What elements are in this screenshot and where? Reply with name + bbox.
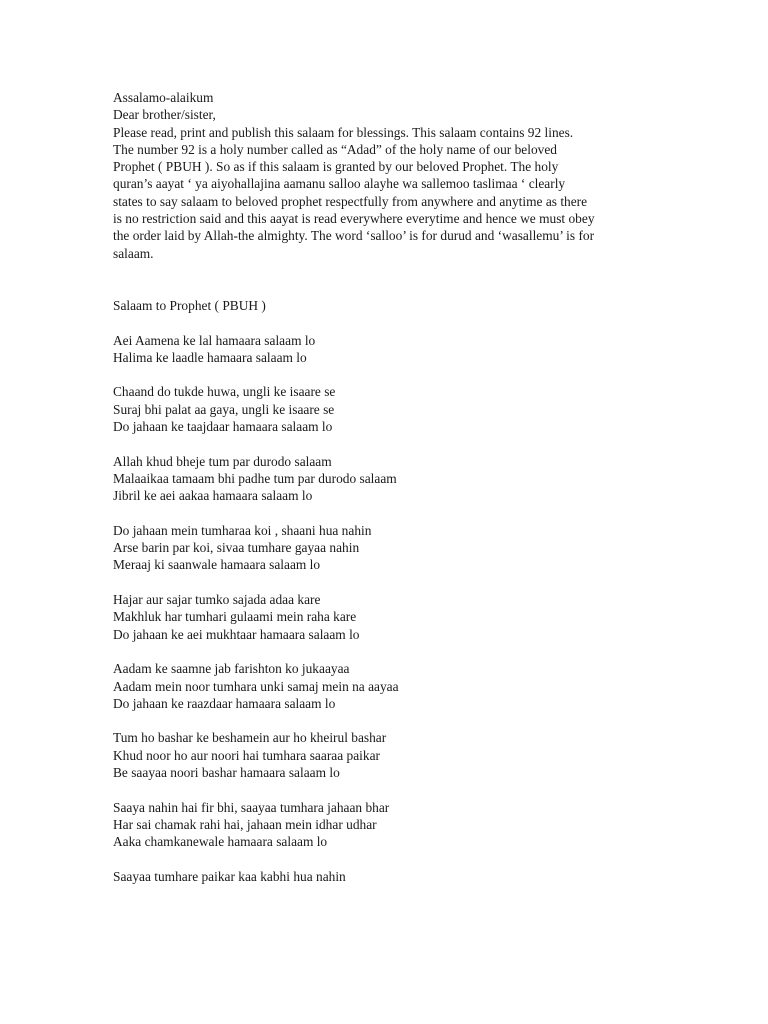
verse-line: Khud noor ho aur noori hai tumhara saaraa paikar bbox=[113, 747, 380, 763]
verse-line: Jibril ke aei aakaa hamaara salaam lo bbox=[113, 488, 313, 504]
verse-line: Malaaikaa tamaam bhi padhe tum par durodo salaam bbox=[113, 470, 397, 486]
stanza-7 bbox=[113, 729, 633, 781]
intro-line: Please read, print and publish this salaam for blessings. This salaam contains 92 lines. bbox=[113, 124, 574, 140]
intro-line: The number 92 is a holy number called as “Adad” of the holy name of our beloved bbox=[113, 141, 557, 157]
verse-line: Allah khud bheje tum par durodo salaam bbox=[113, 453, 332, 469]
intro-line: salaam. bbox=[113, 245, 154, 261]
verse-line: Aadam mein noor tumhara unki samaj mein na aayaa bbox=[113, 678, 399, 694]
stanza-8 bbox=[113, 799, 633, 851]
verse-line: Har sai chamak rahi hai, jahaan mein idhar udhar bbox=[113, 816, 377, 832]
verse-line: Hajar aur sajar tumko sajada adaa kare bbox=[113, 592, 321, 608]
intro-line: states to say salaam to beloved prophet respectfully from anywhere and anytime as there bbox=[113, 193, 588, 209]
verse-line: Arse barin par koi, sivaa tumhare gayaa nahin bbox=[113, 540, 360, 556]
intro-paragraph bbox=[113, 89, 633, 262]
verse-line: Be saayaa noori bashar hamaara salaam lo bbox=[113, 764, 340, 780]
verse-line: Halima ke laadle hamaara salaam lo bbox=[113, 349, 307, 365]
greeting-line: Assalamo-alaikum bbox=[113, 90, 214, 105]
stanza-3 bbox=[113, 453, 633, 505]
document-page bbox=[113, 89, 633, 885]
stanza-5 bbox=[113, 591, 633, 643]
stanza-2 bbox=[113, 383, 633, 435]
verse-line: Aaka chamkanewale hamaara salaam lo bbox=[113, 834, 328, 850]
salaam-heading: Salaam to Prophet ( PBUH ) bbox=[113, 297, 266, 313]
verse-line: Suraj bhi palat aa gaya, ungli ke isaare se bbox=[113, 401, 335, 417]
verse-line: Saaya nahin hai fir bhi, saayaa tumhara jahaan bhar bbox=[113, 799, 390, 815]
verse-line: Meraaj ki saanwale hamaara salaam lo bbox=[113, 557, 321, 573]
stanza-6 bbox=[113, 660, 633, 712]
intro-line: is no restriction said and this aayat is read everywhere everytime and hence we must obey bbox=[113, 211, 595, 227]
stanza-9 bbox=[113, 868, 633, 885]
verse-line: Chaand do tukde huwa, ungli ke isaare se bbox=[113, 384, 336, 400]
stanza-4 bbox=[113, 522, 633, 574]
verse-line: Do jahaan ke raazdaar hamaara salaam lo bbox=[113, 695, 336, 711]
intro-line: quran’s aayat ‘ ya aiyohallajina aamanu salloo alayhe wa sallemoo taslimaa ‘ clearly bbox=[113, 176, 566, 192]
verse-line: Do jahaan ke aei mukhtaar hamaara salaam lo bbox=[113, 626, 360, 642]
verse-line: Do jahaan ke taajdaar hamaara salaam lo bbox=[113, 419, 333, 435]
verse-line: Do jahaan mein tumharaa koi , shaani hua nahin bbox=[113, 522, 372, 538]
stanza-1 bbox=[113, 332, 633, 367]
verse-line: Makhluk har tumhari gulaami mein raha kare bbox=[113, 609, 357, 625]
verse-line: Aadam ke saamne jab farishton ko jukaayaa bbox=[113, 661, 350, 677]
verse-line: Aei Aamena ke lal hamaara salaam lo bbox=[113, 332, 316, 348]
verse-line: Saayaa tumhare paikar kaa kabhi hua nahin bbox=[113, 868, 346, 884]
intro-line: the order laid by Allah-the almighty. The word ‘salloo’ is for durud and ‘wasallemu’ is for bbox=[113, 228, 595, 244]
verse-line: Tum ho bashar ke beshamein aur ho kheirul bashar bbox=[113, 730, 387, 746]
intro-line: Prophet ( PBUH ). So as if this salaam is granted by our beloved Prophet. The holy bbox=[113, 159, 559, 175]
salutation-line: Dear brother/sister, bbox=[113, 107, 216, 123]
